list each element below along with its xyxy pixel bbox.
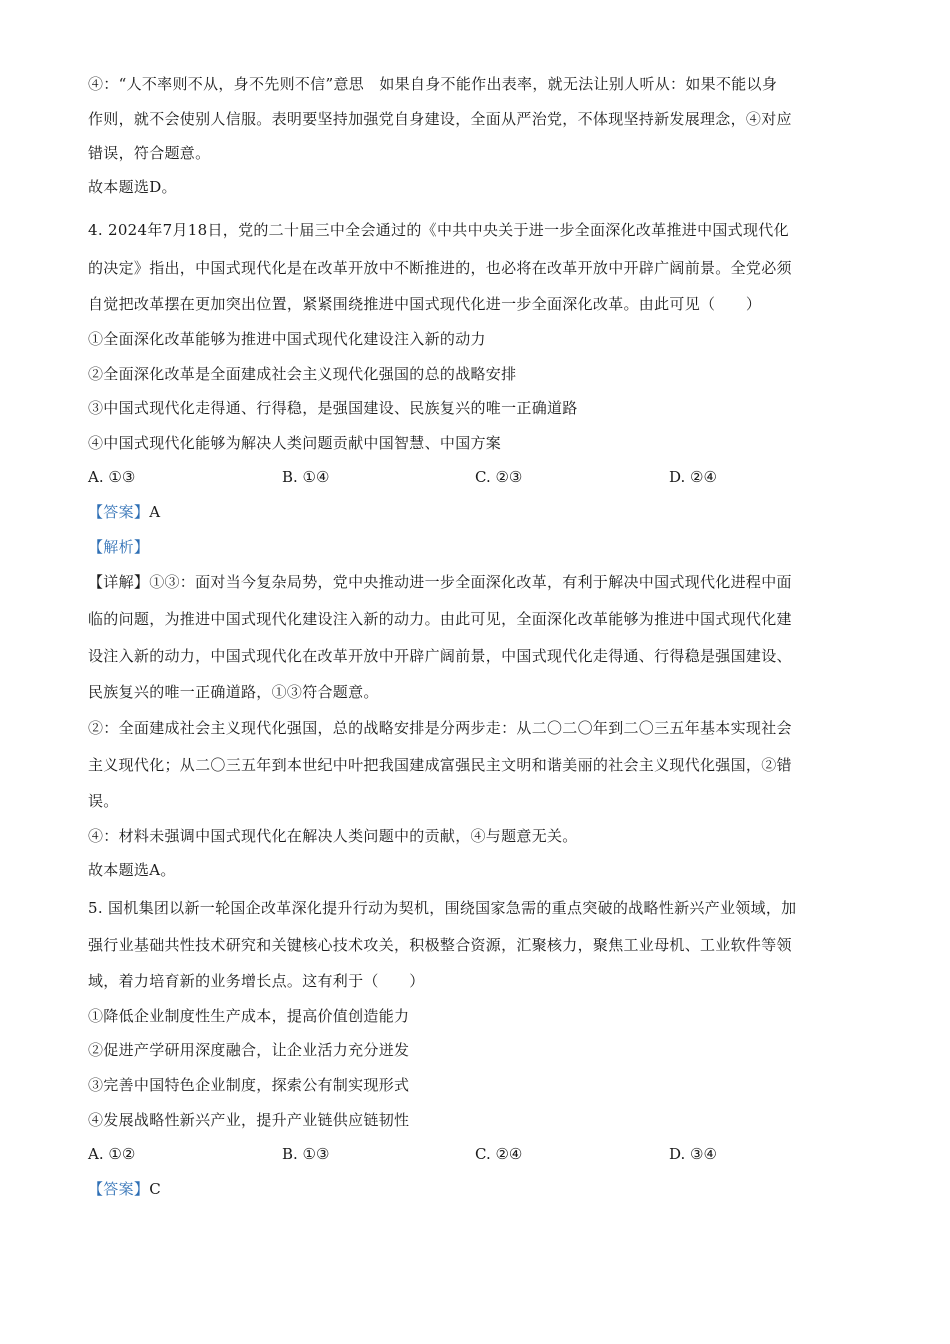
analysis-line	[88, 537, 149, 557]
answer-tag: 【答案】	[88, 503, 150, 521]
text-line: ④：材料未强调中国式现代化在解决人类问题中的贡献，④与题意无关。	[88, 827, 578, 845]
text-line: 故本题选D。	[88, 178, 177, 196]
text-line: 设注入新的动力，中国式现代化在改革开放中开辟广阔前景，中国式现代化走得通、行得稳是强国建设、	[88, 647, 792, 665]
question-4-stem: 4. 2024年7月18日，党的二十届三中全会通过的《中共中央关于进一步全面深化改革推进中国式现代化	[88, 221, 789, 239]
analysis-tag: 【解析】	[88, 538, 150, 556]
question-5-statement: ③完善中国特色企业制度，探索公有制实现形式	[88, 1076, 410, 1094]
answer-line	[88, 502, 160, 522]
option-c: C. ②③	[475, 468, 523, 486]
question-4-stem: 的决定》指出，中国式现代化是在改革开放中不断推进的，也必将在改革开放中开辟广阔前景。全党必须	[88, 259, 792, 277]
question-5-statement: ②促进产学研用深度融合，让企业活力充分迸发	[88, 1041, 410, 1059]
answer-tag: 【答案】	[88, 1180, 150, 1198]
option-b: B. ①③	[282, 1145, 330, 1163]
option-b: B. ①④	[282, 468, 330, 486]
question-5-stem: 域，着力培育新的业务增长点。这有利于（ ）	[88, 972, 425, 990]
text-line: ②：全面建成社会主义现代化强国，总的战略安排是分两步走：从二〇二〇年到二〇三五年基本实现社会	[88, 719, 792, 737]
option-d: D. ③④	[669, 1145, 717, 1163]
answer-value: A	[149, 503, 161, 521]
text-line: 误。	[88, 792, 119, 810]
question-4-statement: ②全面深化改革是全面建成社会主义现代化强国的总的战略安排	[88, 365, 517, 383]
detail-text: ①③：面对当今复杂局势，党中央推动进一步全面深化改革，有利于解决中国式现代化进程中面	[149, 573, 792, 591]
question-4-statement: ①全面深化改革能够为推进中国式现代化建设注入新的动力	[88, 330, 486, 348]
text-line: ④：“人不率则不从，身不先则不信”意思 如果自身不能作出表率，就无法让别人听从：如果不能以身	[88, 75, 778, 93]
text-line: 作则，就不会使别人信服。表明要坚持加强党自身建设，全面从严治党，不体现坚持新发展理念，④对应	[88, 110, 792, 128]
answer-value: C	[149, 1180, 161, 1198]
text-line: 民族复兴的唯一正确道路，①③符合题意。	[88, 683, 379, 701]
question-5-statement: ①降低企业制度性生产成本，提高价值创造能力	[88, 1007, 410, 1025]
text-line: 错误，符合题意。	[88, 144, 211, 162]
option-a: A. ①③	[88, 468, 136, 486]
text-line: 临的问题，为推进中国式现代化建设注入新的动力。由此可见，全面深化改革能够为推进中国式现代化建	[88, 610, 792, 628]
question-4-statement: ③中国式现代化走得通、行得稳，是强国建设、民族复兴的唯一正确道路	[88, 399, 578, 417]
answer-line	[88, 1179, 161, 1199]
option-a: A. ①②	[88, 1145, 136, 1163]
option-d: D. ②④	[669, 468, 717, 486]
detail-line	[88, 572, 792, 592]
question-5-stem: 5. 国机集团以新一轮国企改革深化提升行动为契机，围绕国家急需的重点突破的战略性新兴产业领域，加	[88, 899, 797, 917]
question-5-statement: ④发展战略性新兴产业，提升产业链供应链韧性	[88, 1111, 410, 1129]
question-4-stem: 自觉把改革摆在更加突出位置，紧紧围绕推进中国式现代化进一步全面深化改革。由此可见（ ）	[88, 295, 762, 313]
text-line: 故本题选A。	[88, 861, 176, 879]
detail-tag: 【详解】	[88, 573, 150, 591]
option-c: C. ②④	[475, 1145, 523, 1163]
question-4-statement: ④中国式现代化能够为解决人类问题贡献中国智慧、中国方案	[88, 434, 502, 452]
text-line: 主义现代化；从二〇三五年到本世纪中叶把我国建成富强民主文明和谐美丽的社会主义现代化强国，②错	[88, 756, 792, 774]
question-5-stem: 强行业基础共性技术研究和关键核心技术攻关，积极整合资源，汇聚核力，聚焦工业母机、工业软件等领	[88, 936, 792, 954]
